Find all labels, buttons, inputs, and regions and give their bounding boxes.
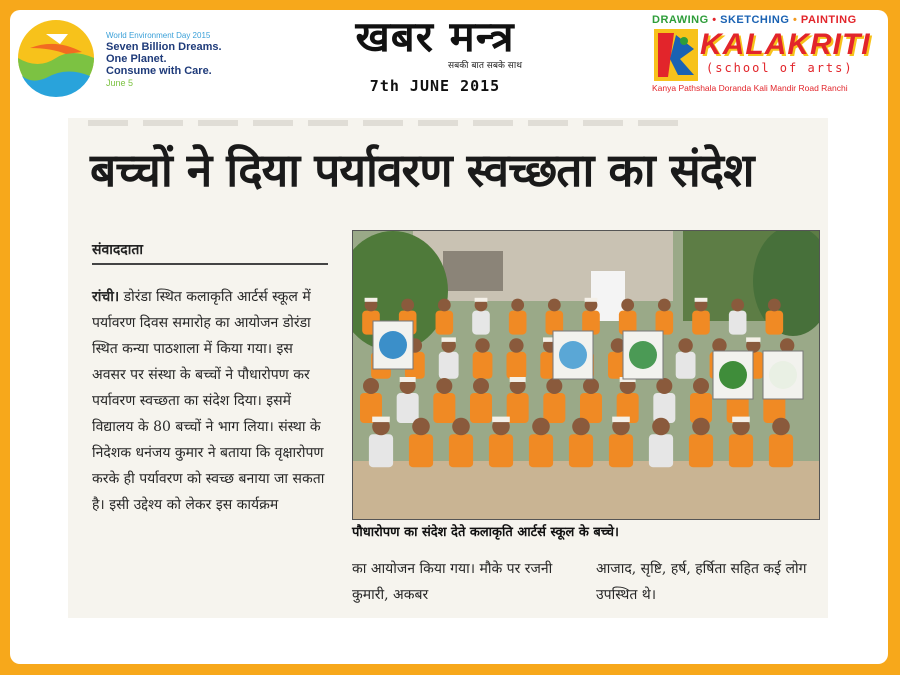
wed-slogan-line: One Planet. xyxy=(106,53,167,65)
child-figure xyxy=(689,418,713,468)
kalakriti-services: DRAWING • SKETCHING • PAINTING xyxy=(652,14,857,26)
child-figure xyxy=(433,378,455,423)
newspaper-masthead xyxy=(310,14,560,95)
page-frame xyxy=(10,10,888,664)
child-figure xyxy=(617,377,639,423)
wed-slogan-line: Seven Billion Dreams. xyxy=(106,41,222,53)
service-sketching: SKETCHING xyxy=(720,14,790,26)
child-figure xyxy=(582,298,600,335)
child-figure xyxy=(472,298,490,335)
child-figure xyxy=(507,377,529,423)
child-figure xyxy=(436,299,454,335)
child-figure xyxy=(543,378,565,423)
child-figure xyxy=(360,378,382,423)
publication-date: 7th JUNE 2015 xyxy=(369,77,501,95)
wed-date: June 5 xyxy=(106,78,134,88)
poster-drawing xyxy=(769,361,797,389)
child-figure xyxy=(546,299,564,335)
child-figure xyxy=(509,299,527,335)
children-group-photo xyxy=(352,230,820,520)
child-figure xyxy=(439,337,459,378)
child-figure xyxy=(449,418,473,468)
child-figure xyxy=(580,378,602,423)
child-figure xyxy=(369,417,393,468)
kalakriti-logo xyxy=(652,14,888,93)
article-body-text: डोरंडा स्थित कलाकृति आर्टर्स स्कूल में पर्यावरण दिवस समारोह का आयोजन डोरंडा स्थित कन्या पाठशाला में किया गया। इस अवसर पर संस्था के बच्चों ने पौधारोपण कर पर्यावरण स्वच्छता का संदेश दिया। इसमें विद्यालय के 80 बच्चों ने भाग लिया। संस्था के निदेशक धनंजय कुमार ने बताया कि वृक्षारोपण करके ही पर्यावरण को स्वच्छ बनाया जा सकता है। इसी उद्देश्य को लेकर इस कार्यक्रम xyxy=(92,289,325,513)
child-figure xyxy=(397,377,419,423)
wed-slogan-line: Consume with Care. xyxy=(106,65,212,77)
article-continuation-2: आजाद, सृष्टि, हर्ष, हर्षिता सहित कई लोग उपस्थित थे। xyxy=(596,561,807,603)
newspaper-name: खबर मन्त्र xyxy=(355,12,515,61)
poster-drawing xyxy=(559,341,587,369)
newspaper-tagline: सबकी बात सबके साथ xyxy=(448,61,522,71)
article-byline: संवाददाता xyxy=(92,240,328,265)
newspaper-clipping xyxy=(68,118,828,618)
child-figure xyxy=(473,338,493,379)
child-figure xyxy=(769,418,793,468)
child-figure xyxy=(676,338,696,379)
poster-drawing xyxy=(629,341,657,369)
article-continuation-1: का आयोजन किया गया। मौके पर रजनी कुमारी, अकबर xyxy=(352,561,553,603)
child-figure xyxy=(619,299,637,335)
service-drawing: DRAWING xyxy=(652,14,709,26)
article-headline: बच्चों ने दिया पर्यावरण स्वच्छता का संदेश xyxy=(90,143,754,197)
article-dateline: रांची। xyxy=(92,289,120,305)
kalakriti-school: (school of arts) xyxy=(706,61,854,75)
kalakriti-mark-icon xyxy=(654,29,698,81)
service-painting: PAINTING xyxy=(800,14,857,26)
child-figure xyxy=(690,378,712,423)
article-body xyxy=(92,284,330,518)
child-figure xyxy=(766,299,784,335)
child-figure xyxy=(653,378,675,423)
child-figure xyxy=(569,418,593,468)
kalakriti-address: Kanya Pathshala Doranda Kali Mandir Road Ranchi xyxy=(652,83,848,93)
world-environment-day-logo-icon xyxy=(16,18,96,98)
kalakriti-brand: KALAKRITI xyxy=(700,28,871,61)
child-figure xyxy=(409,418,433,468)
child-figure xyxy=(609,417,633,468)
child-figure xyxy=(729,417,753,468)
poster-drawing xyxy=(719,361,747,389)
wed-slogan xyxy=(106,30,222,89)
child-figure xyxy=(506,338,526,379)
photo-caption: पौधारोपण का संदेश देते कलाकृति आर्टर्स स्कूल के बच्चे। xyxy=(352,525,619,540)
wed-title: World Environment Day 2015 xyxy=(106,31,211,40)
child-figure xyxy=(489,417,513,468)
clipping-edge-text xyxy=(88,120,688,126)
child-figure xyxy=(729,299,747,335)
child-figure xyxy=(529,418,553,468)
poster-drawing xyxy=(379,331,407,359)
child-figure xyxy=(470,378,492,423)
child-figure xyxy=(692,298,710,335)
child-figure xyxy=(649,418,673,468)
child-figure xyxy=(656,299,674,335)
